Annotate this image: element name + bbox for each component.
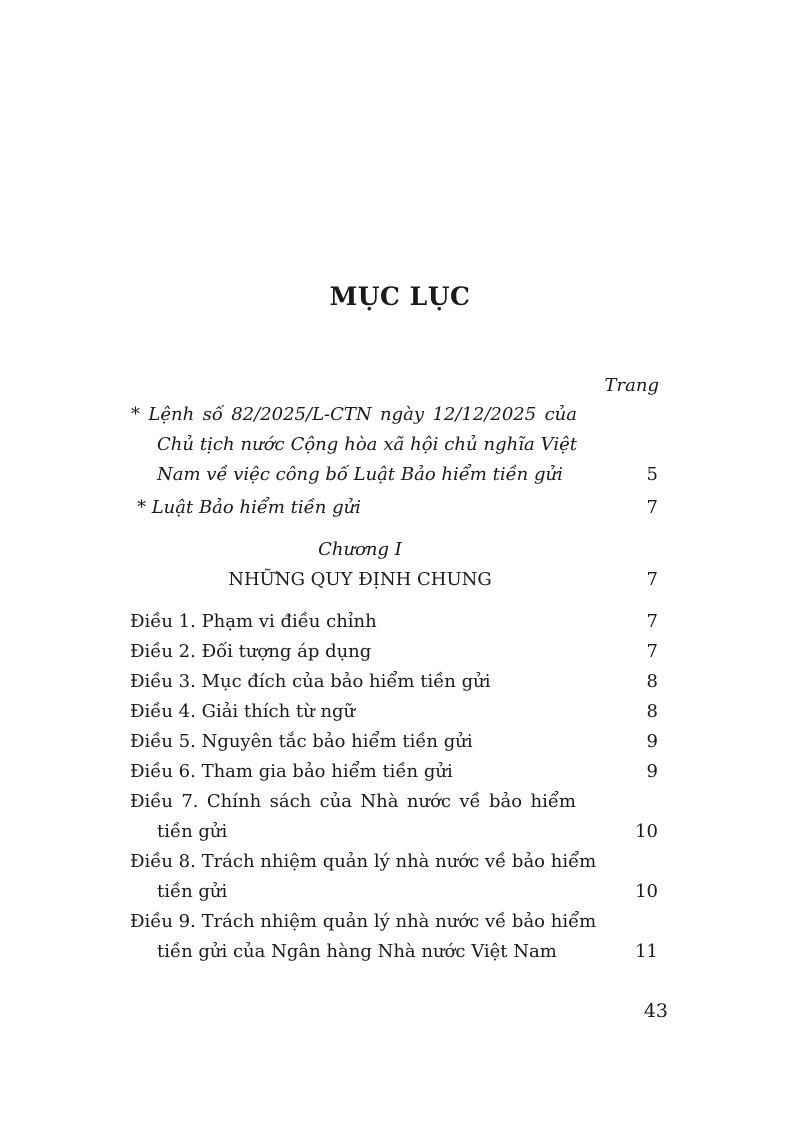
page-number: 43 xyxy=(643,1000,668,1022)
toc-article-1-page: 7 xyxy=(646,611,658,632)
toc-article-2: Điều 2. Đối tượng áp dụng xyxy=(130,641,372,662)
toc-intro-1-line-2: Chủ tịch nước Cộng hòa xã hội chủ nghĩa Việt xyxy=(157,434,577,455)
toc-article-9-line-1: Điều 9. Trách nhiệm quản lý nhà nước về bảo hiểm xyxy=(130,911,597,932)
chapter-title: NHỮNG QUY ĐỊNH CHUNG xyxy=(228,569,492,590)
toc-article-4-page: 8 xyxy=(646,701,658,722)
toc-article-9-line-2: tiền gửi của Ngân hàng Nhà nước Việt Nam xyxy=(157,941,557,962)
toc-article-3: Điều 3. Mục đích của bảo hiểm tiền gửi xyxy=(130,671,491,692)
toc-article-8-line-1: Điều 8. Trách nhiệm quản lý nhà nước về bảo hiểm xyxy=(130,851,597,872)
toc-intro-1-page: 5 xyxy=(646,464,658,485)
toc-intro-2-line-1: * Luật Bảo hiểm tiền gửi xyxy=(137,497,361,518)
toc-article-3-page: 8 xyxy=(646,671,658,692)
toc-article-7-line-2: tiền gửi xyxy=(157,821,228,842)
toc-article-9-page: 11 xyxy=(635,941,658,962)
toc-article-5-page: 9 xyxy=(646,731,658,752)
toc-article-6: Điều 6. Tham gia bảo hiểm tiền gửi xyxy=(130,761,453,782)
chapter-label: Chương I xyxy=(318,539,402,560)
toc-article-8-line-2: tiền gửi xyxy=(157,881,228,902)
toc-intro-1-line-1: * Lệnh số 82/2025/L-CTN ngày 12/12/2025 của xyxy=(131,404,577,425)
chapter-page: 7 xyxy=(646,569,658,590)
toc-article-1: Điều 1. Phạm vi điều chỉnh xyxy=(130,611,377,632)
toc-intro-2-page: 7 xyxy=(646,497,658,518)
toc-article-4: Điều 4. Giải thích từ ngữ xyxy=(130,701,356,722)
page-column-header: Trang xyxy=(604,375,659,396)
toc-article-6-page: 9 xyxy=(646,761,658,782)
toc-article-7-line-1: Điều 7. Chính sách của Nhà nước về bảo hiểm xyxy=(130,791,576,812)
toc-intro-1-line-3: Nam về việc công bố Luật Bảo hiểm tiền gửi xyxy=(157,464,563,485)
toc-article-7-page: 10 xyxy=(635,821,658,842)
toc-article-5: Điều 5. Nguyên tắc bảo hiểm tiền gửi xyxy=(130,731,473,752)
page-title: MỤC LỤC xyxy=(329,282,471,311)
toc-article-2-page: 7 xyxy=(646,641,658,662)
toc-article-8-page: 10 xyxy=(635,881,658,902)
